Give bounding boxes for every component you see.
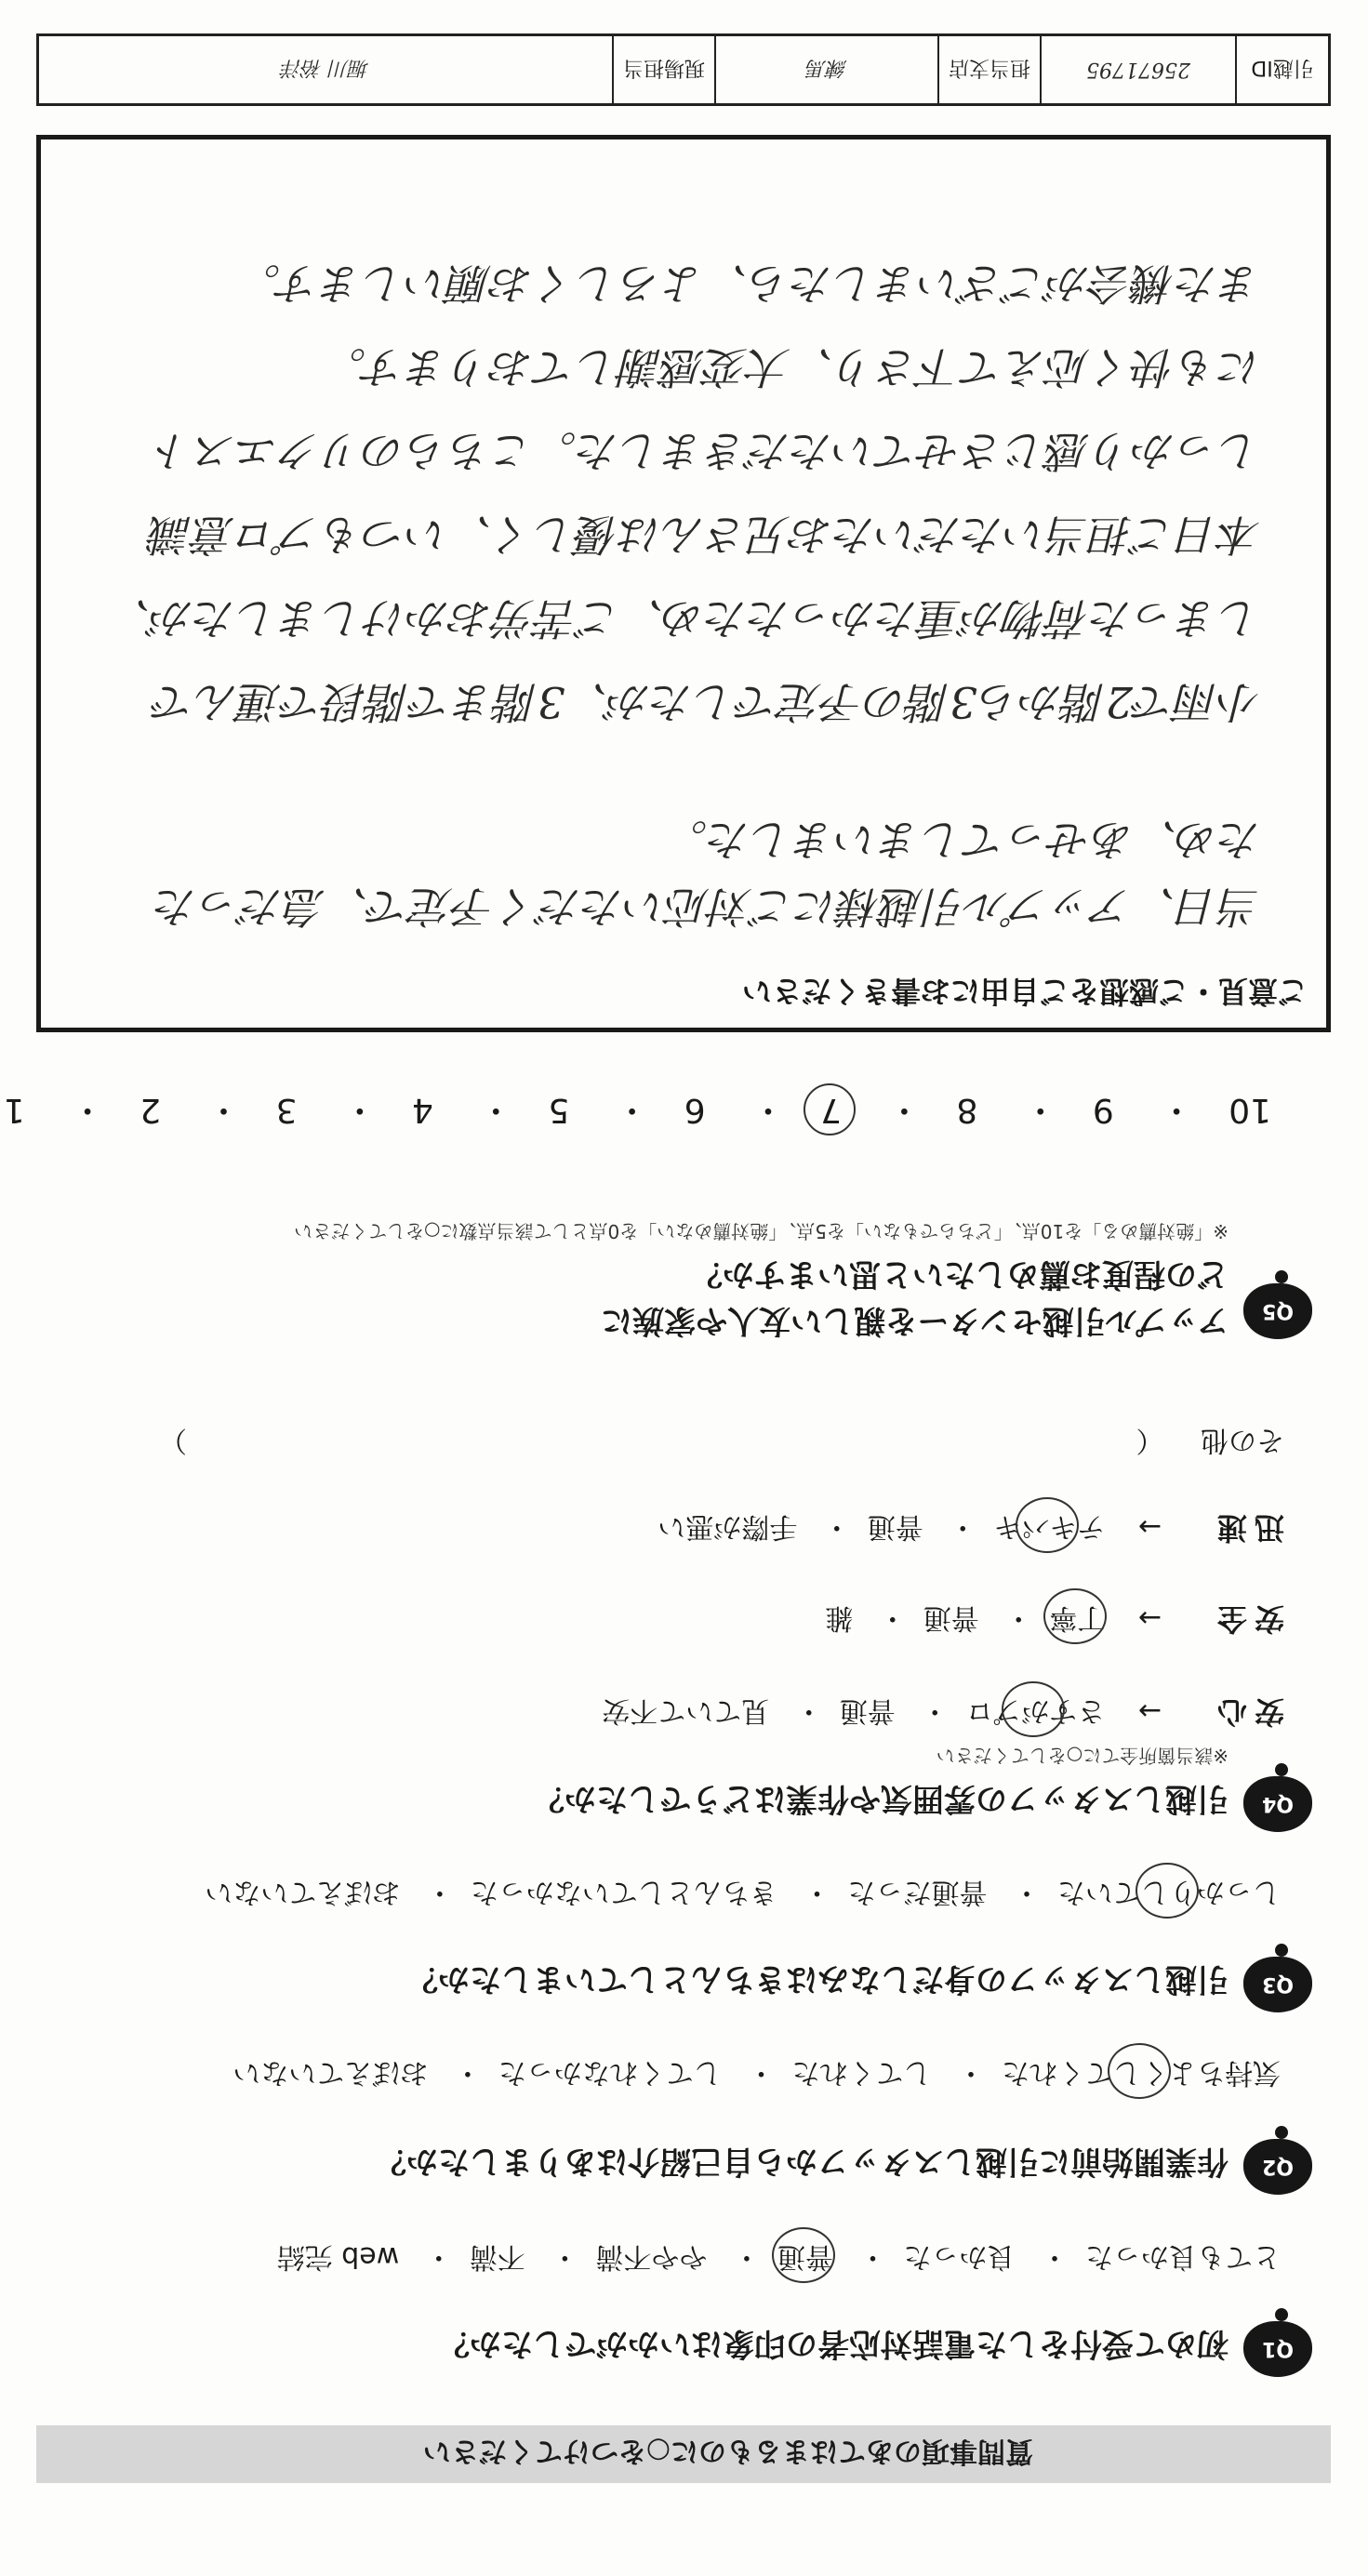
id-value: 25671795 [1040,36,1235,103]
q2-options: 気持ちよくしてくれた・ してくれた・ してくれなかった・ おぼえていない [229,2055,1284,2096]
comment-line-3: 小雨で2階から3階の予定でしたが、3階まで階段で運んで [153,677,1261,727]
q1-option-1[interactable]: とても良かった [1085,2240,1281,2273]
q4-anzen-option-1-selected[interactable]: 丁寧 [1045,1601,1109,1634]
q4-anzen-option-2[interactable]: 普通 [923,1601,979,1634]
comment-line-5: 本日ご担当いただいたお兄さんは優しく、いつもプロ意識 [149,510,1261,560]
q2-option-4[interactable]: おぼえていない [232,2056,429,2089]
q5-note: ※「絶対薦める」を10点、「どちらでもない」を5点、「絶対薦めない」を0点として該当点数に○をしてください [294,1220,1229,1242]
q4-other-label: その他 [1201,1424,1284,1456]
q5-text-line1: アップル引越センターを親しい友人や家族に [601,1302,1229,1339]
q3-option-4[interactable]: おぼえていない [205,1876,401,1908]
q3-option-3[interactable]: きちんとしていなかった [470,1876,777,1908]
q4-note: ※該当箇所全てに○をしてください [936,1745,1229,1767]
q5-score-1[interactable]: 1 [3,1091,25,1129]
q5-score-2[interactable]: 2 [139,1091,162,1129]
q3-option-2[interactable]: 普通だった [847,1876,988,1908]
q4-row-jinsoku-label: 迅速 [1209,1510,1284,1546]
q5-score-8[interactable]: 8 [956,1091,978,1129]
q5-scale: 10・ 9・ 8・ 7・ 6・ 5・ 4・ 3・ 2・ 1 [0,1089,1275,1136]
q1-option-4[interactable]: やや不満 [595,2240,708,2273]
q5-text-line2: どの程度お薦めしたいと思いますか？ [691,1255,1229,1293]
q5-score-9[interactable]: 9 [1092,1091,1114,1129]
q2-option-2[interactable]: してくれた [791,2056,932,2089]
comment-line-7: にも快く応えて下さり、大変感謝しております。 [323,342,1261,392]
q5-score-10[interactable]: 10 [1229,1091,1271,1129]
q4-row-anshin-label: 安心 [1209,1694,1284,1730]
q1-icon: Q1 [1243,2321,1312,2377]
q2-option-1-selected[interactable]: 気持ちよくしてくれた [998,2056,1284,2089]
q5-score-7-selected[interactable]: 7 [817,1091,845,1129]
q4-row-jinsoku: 迅速→ テキパキ・ 普通・ 手際が悪い [654,1508,1284,1551]
branch-value: 練馬 [714,36,937,103]
q4-jinsoku-option-3[interactable]: 手際が悪い [657,1510,798,1543]
comment-heading: ご意見・ご感想をご自由にお書きください [741,974,1308,1009]
q4-row-anzen-label: 安全 [1209,1601,1284,1637]
q4-text: 引越しスタッフの雰囲気や作業はどうでしたか？ [533,1780,1229,1817]
id-label: 引越ID [1235,36,1328,103]
q4-row-anshin: 安心→ さすがプロ・ 普通・ 見ていて不安 [598,1693,1284,1735]
comment-line-6: しっかり感じさせていただきました。こちらのリクエスト [150,426,1261,476]
q1-text: 初めて受付をした電話対応者の印象はいかがでしたか？ [438,2325,1229,2362]
q2-option-3[interactable]: してくれなかった [498,2056,722,2089]
q4-anshin-option-3[interactable]: 見ていて不安 [602,1694,770,1727]
arrow-right-icon: → [1137,1694,1162,1727]
q5-score-6[interactable]: 6 [684,1091,706,1129]
header-table [36,33,1331,106]
q1-options: とても良かった・ 良かった・ 普通・ やや不満・ 不満・ web 完結 [273,2239,1284,2280]
arrow-right-icon: → [1137,1510,1162,1543]
comment-line-1: 当日、アップル引越様にご対応いただく予定で、急だった [153,882,1261,932]
q3-options: しっかりしていた・ 普通だった・ きちんとしていなかった・ おぼえていない [201,1875,1284,1916]
q1-option-6[interactable]: web 完結 [276,2240,400,2273]
q4-anzen-option-3[interactable]: 雑 [825,1601,854,1634]
q4-other-open: （ [1136,1424,1164,1456]
q4-anshin-option-2[interactable]: 普通 [839,1694,896,1727]
comment-line-8: また機会がございましたら、よろしくお願いします。 [237,259,1261,309]
q1-option-2[interactable]: 良かった [903,2240,1016,2273]
q4-other-close: ） [159,1424,187,1456]
q5-score-3[interactable]: 3 [275,1091,298,1129]
branch-label: 担当支店 [937,36,1040,103]
q4-anshin-option-1-selected[interactable]: さすがプロ [962,1694,1109,1727]
q2-icon: Q2 [1243,2139,1312,2195]
q4-icon: Q4 [1243,1776,1312,1832]
instruction-bar: 質問事項のあてはまるものに○をつけてください [36,2425,1331,2483]
comment-line-2: ため、あせってしまいました。 [664,815,1261,865]
q3-option-1-selected[interactable]: しっかりしていた [1054,1876,1284,1908]
q1-option-3-selected[interactable]: 普通 [774,2240,837,2273]
q4-jinsoku-option-1-selected[interactable]: テキパキ [989,1510,1109,1543]
arrow-right-icon: → [1137,1601,1162,1634]
q5-score-5[interactable]: 5 [548,1091,570,1129]
q3-icon: Q3 [1243,1957,1312,2012]
q4-row-anzen: 安全→ 丁寧・ 普通・ 雑 [821,1600,1284,1642]
comment-line-4: しまった荷物が重たかったため、ご苦労おかけしましたが、 [107,593,1261,644]
leader-value: 堀川 裕洋 [281,56,370,80]
q1-option-5[interactable]: 不満 [469,2240,525,2273]
q2-text: 作業開始前に引越しスタッフから自己紹介はありましたか？ [375,2143,1229,2180]
q4-jinsoku-option-2[interactable]: 普通 [867,1510,923,1543]
q3-text: 引越しスタッフの身だしなみはきちんとしていましたか？ [406,1960,1229,1998]
comment-box[interactable] [36,135,1331,1032]
q5-icon: Q5 [1243,1283,1312,1339]
leader-label: 現場担当 [612,36,714,103]
q5-score-4[interactable]: 4 [411,1091,433,1129]
q4-other [75,1423,1284,1464]
